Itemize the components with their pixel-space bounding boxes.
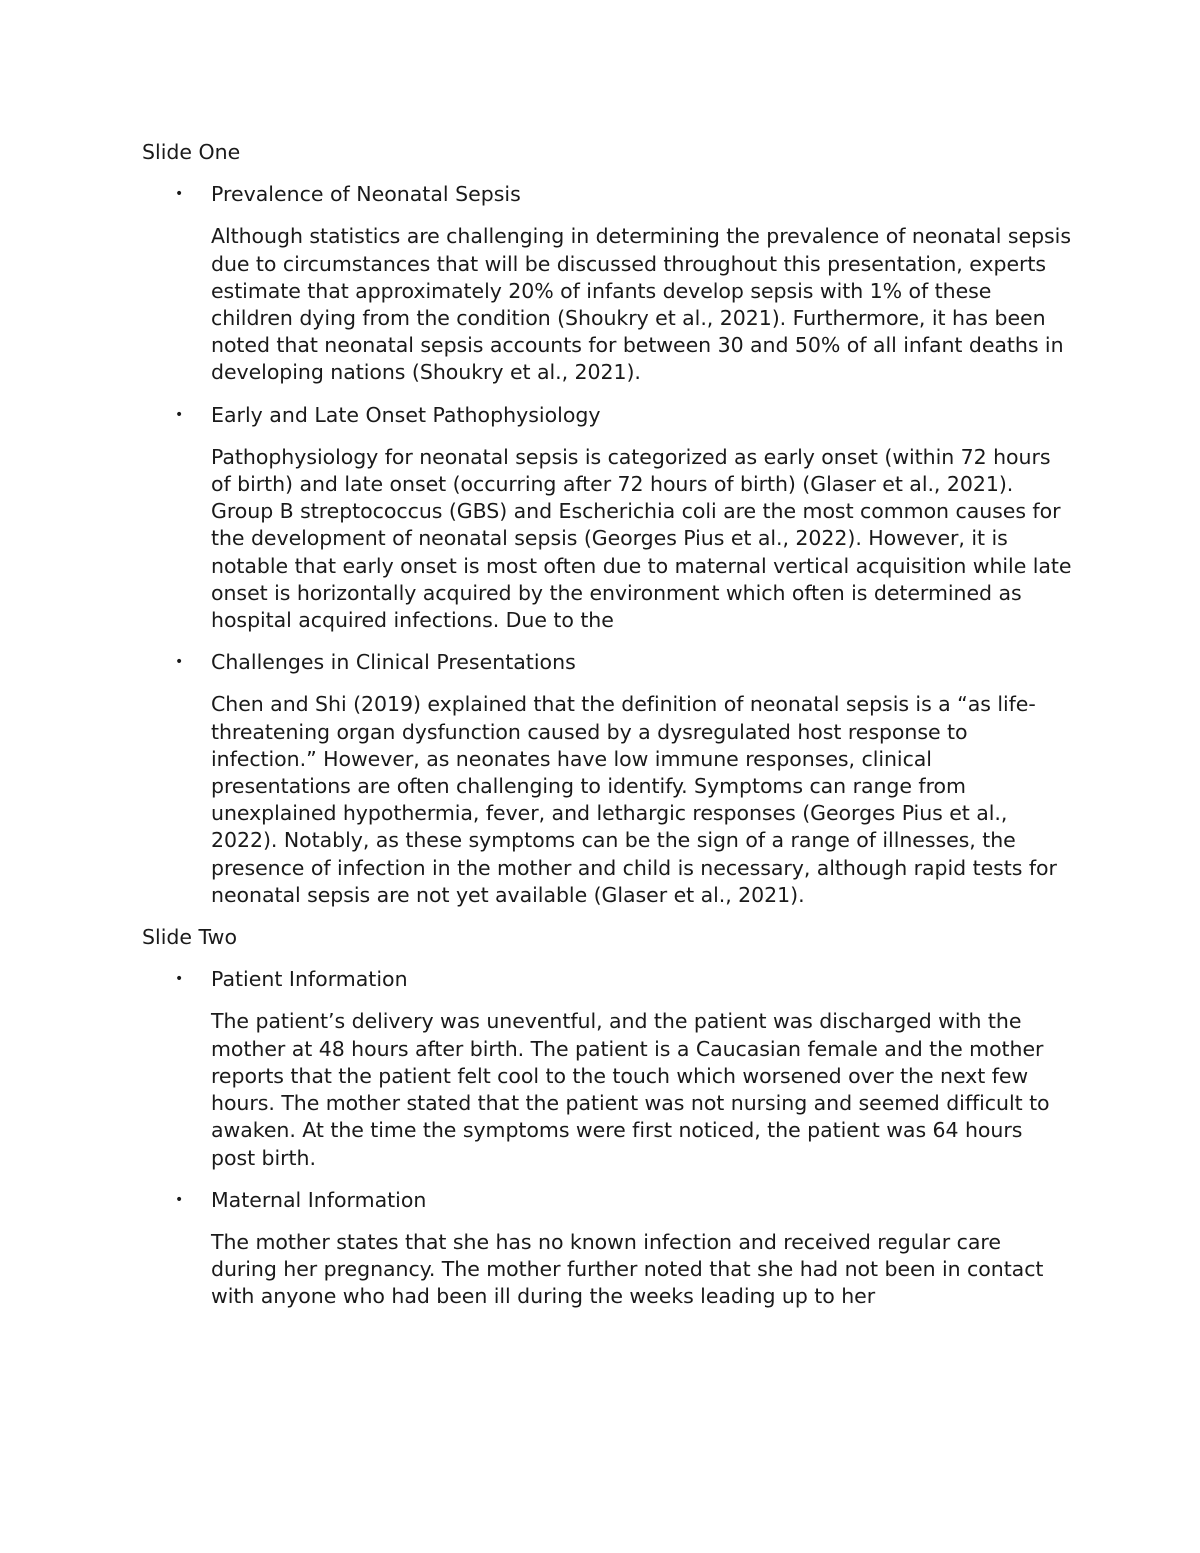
bullet-dot-icon: • (175, 1191, 184, 1208)
bullet-dot-icon: • (175, 406, 184, 423)
bullet-item-clinical-presentations (142, 649, 1072, 909)
bullet-dot-icon: • (175, 186, 184, 203)
section-heading-slide-two: Slide Two (142, 925, 237, 950)
bullet-title (175, 1187, 1072, 1214)
bullet-item-maternal-information (142, 1187, 1072, 1311)
bullet-item-patient-information (142, 966, 1072, 1171)
bullet-title-text: Patient Information (211, 967, 408, 992)
bullet-title-text: Maternal Information (211, 1187, 427, 1212)
bullet-paragraph: The mother states that she has no known infection and received regular care during her pregnancy. The mother further noted that she had not been in contact with anyone who had been ill during the weeks leading up to her (211, 1229, 1044, 1309)
section-heading-slide-one: Slide One (142, 140, 241, 164)
document-content (142, 139, 1072, 1326)
bullet-title (175, 966, 1072, 993)
bullet-item-prevalence (142, 181, 1072, 386)
bullet-title (175, 402, 1072, 429)
bullet-item-pathophysiology (142, 402, 1072, 635)
bullet-paragraph: Chen and Shi (2019) explained that the definition of neonatal sepsis is a “as life-threatening organ dysfunction caused by a dysregulated host response to infection.” However, as neonates have low immune responses, clinical presentations are often challenging to identify. Symptoms can range from unexplained hypothermia, fever, and lethargic responses (Georges Pius et al., 2022). Notably, as these symptoms can be the sign of a range of illnesses, the presence of infection in the mother and child is necessary, although rapid tests for neonatal sepsis are not yet available (Glaser et al., 2021). (211, 692, 1057, 907)
bullet-title-text: Early and Late Onset Pathophysiology (211, 402, 601, 427)
bullet-paragraph: The patient’s delivery was uneventful, and the patient was discharged with the mother at 48 hours after birth. The patient is a Caucasian female and the mother reports that the patient felt cool to the touch which worsened over the next few hours. The mother stated that the patient was not nursing and seemed difficult to awaken. At the time the symptoms were first noticed, the patient was 64 hours post birth. (211, 1009, 1050, 1170)
bullet-dot-icon: • (175, 654, 184, 671)
bullet-paragraph: Pathophysiology for neonatal sepsis is categorized as early onset (within 72 hours of birth) and late onset (occurring after 72 hours of birth) (Glaser et al., 2021). Group B streptococcus (GBS) and Escherichia coli are the most common causes for the development of neonatal sepsis (Georges Pius et al., 2022). However, it is notable that early onset is most often due to maternal vertical acquisition while late onset is horizontally acquired by the environment which often is determined as hospital acquired infections. Due to the (211, 444, 1072, 633)
bullet-title (175, 181, 1072, 208)
bullet-title-text: Challenges in Clinical Presentations (211, 650, 576, 675)
bullet-paragraph: Although statistics are challenging in determining the prevalence of neonatal sepsis due to circumstances that will be discussed throughout this presentation, experts estimate that approximately 20% of infants develop sepsis with 1% of these children dying from the condition (Shoukry et al., 2021). Furthermore, it has been noted that neonatal sepsis accounts for between 30 and 50% of all infant deaths in developing nations (Shoukry et al., 2021). (211, 224, 1071, 385)
bullet-title-text: Prevalence of Neonatal Sepsis (211, 182, 521, 207)
bullet-title (175, 649, 1072, 676)
bullet-dot-icon: • (175, 971, 184, 988)
